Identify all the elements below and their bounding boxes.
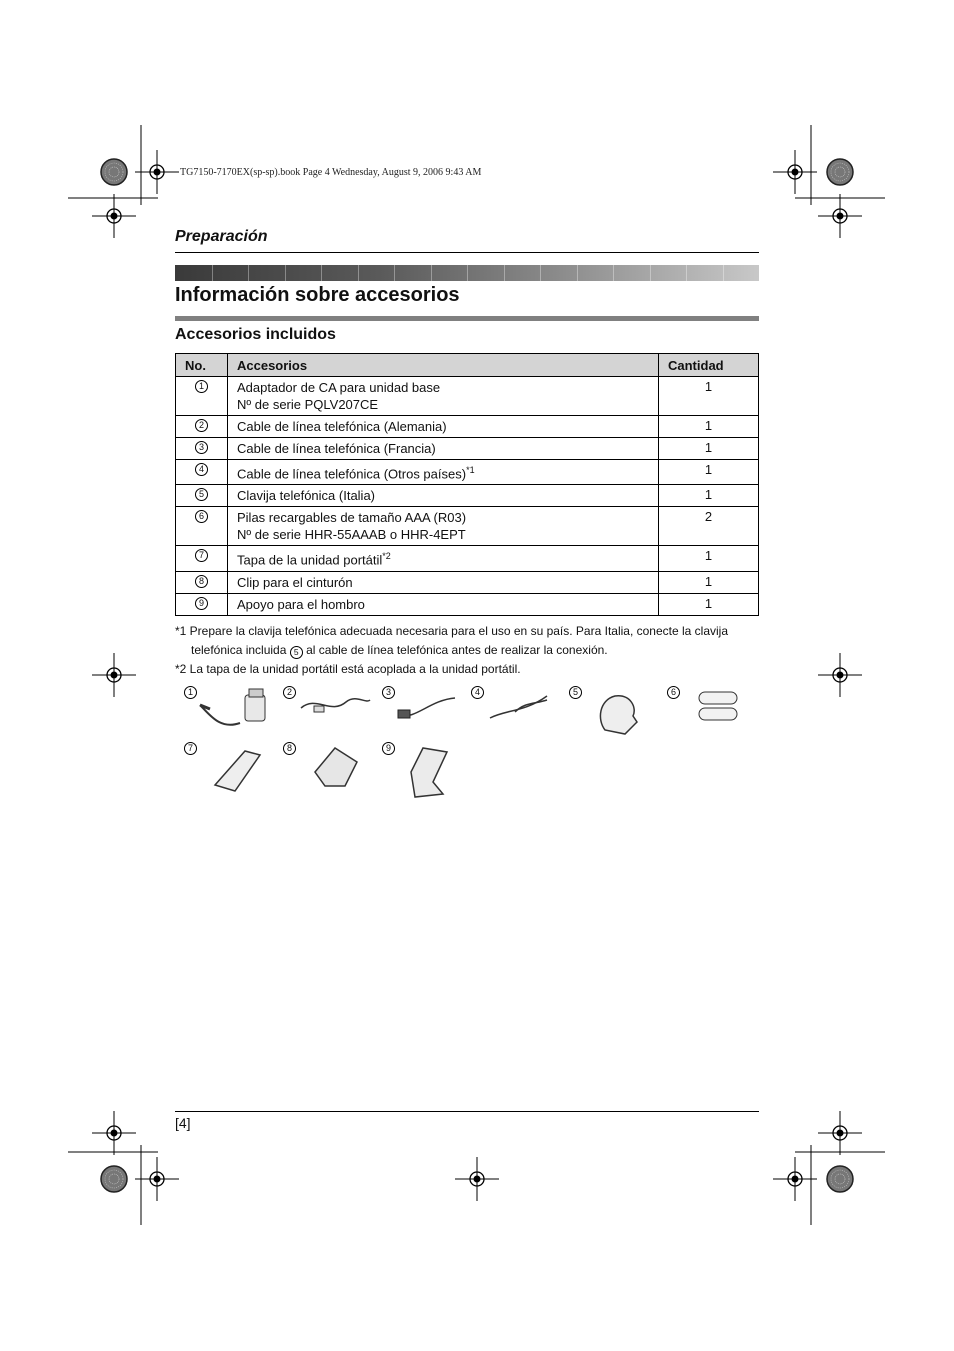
accessory-cell	[228, 377, 659, 416]
accessory-serial: Nº de serie PQLV207CE	[237, 397, 379, 412]
row-number-cell	[176, 546, 228, 571]
table-row	[176, 416, 759, 438]
table-row	[176, 438, 759, 460]
table-row	[176, 571, 759, 593]
circled-number: 9	[195, 597, 208, 610]
circled-number: 8	[195, 575, 208, 588]
quantity-cell: 1	[659, 593, 759, 615]
accessory-cell	[228, 546, 659, 571]
table-row	[176, 593, 759, 615]
section-label: Preparación	[175, 228, 268, 245]
circled-number: 6	[195, 510, 208, 523]
table-body	[176, 377, 759, 616]
illustration-number-8: 8	[283, 742, 296, 755]
footnotes	[175, 622, 765, 679]
header-rule	[175, 252, 759, 253]
accessory-name: Pilas recargables de tamaño AAA (R03)	[237, 510, 467, 526]
illustration-number-4: 4	[471, 686, 484, 699]
accessory-name: Cable de línea telefónica (Otros países)	[237, 466, 467, 482]
table-row	[176, 546, 759, 571]
accessory-cell	[228, 593, 659, 615]
quantity-cell: 1	[659, 460, 759, 485]
accessory-name: Clavija telefónica (Italia)	[237, 488, 376, 504]
accessory-cell	[228, 485, 659, 507]
footnote-2: *2 La tapa de la unidad portátil está acoplada a la unidad portátil.	[175, 662, 521, 676]
quantity-cell: 1	[659, 377, 759, 416]
accessories-table	[175, 353, 759, 616]
file-slug: TG7150-7170EX(sp-sp).book Page 4 Wednesday, August 9, 2006 9:43 AM	[180, 167, 482, 178]
shoulder-rest-illustration	[403, 742, 453, 802]
accessory-name: Tapa de la unidad portátil	[237, 552, 383, 568]
circled-number: 5	[290, 646, 303, 659]
page-title: Información sobre accesorios	[175, 284, 460, 306]
row-number-cell	[176, 593, 228, 615]
batteries-illustration	[695, 690, 745, 725]
row-number-cell	[176, 460, 228, 485]
row-number-cell	[176, 438, 228, 460]
footnote-1-line-1: *1 Prepare la clavija telefónica adecuada necesaria para el uso en su país. Para Italia, conecte la clavija	[175, 624, 729, 638]
accessory-name: Apoyo para el hombro	[237, 596, 365, 612]
quantity-cell: 2	[659, 507, 759, 546]
cable-france-illustration	[395, 690, 465, 725]
footer-rule	[175, 1111, 759, 1112]
row-number-cell	[176, 507, 228, 546]
illustration-number-5: 5	[569, 686, 582, 699]
table-row	[176, 485, 759, 507]
cable-germany-illustration	[296, 690, 376, 720]
circled-number: 7	[195, 549, 208, 562]
footnote-1-line-2	[175, 641, 765, 660]
handset-cover-illustration	[205, 745, 265, 795]
accessory-cell	[228, 416, 659, 438]
sub-title: Accesorios incluidos	[175, 326, 336, 343]
accessory-name: Cable de línea telefónica (Alemania)	[237, 419, 447, 434]
illustration-number-9: 9	[382, 742, 395, 755]
accessory-cell	[228, 507, 659, 546]
circled-number: 4	[195, 463, 208, 476]
belt-clip-illustration	[305, 742, 365, 792]
ac-adapter-illustration	[195, 685, 275, 735]
accessory-name: Adaptador de CA para unidad base	[237, 380, 441, 395]
row-number-cell	[176, 571, 228, 593]
quantity-cell: 1	[659, 416, 759, 438]
plug-italy-illustration	[595, 690, 645, 738]
circled-number: 1	[195, 380, 208, 393]
page-number: [4]	[175, 1115, 191, 1131]
circled-number: 2	[195, 419, 208, 432]
accessory-cell	[228, 571, 659, 593]
footnote-1-text-a: telefónica incluida	[191, 643, 287, 657]
footnote-ref: *1	[466, 465, 475, 475]
table-row	[176, 460, 759, 485]
accessory-serial: Nº de serie HHR-55AAAB o HHR-4EPT	[237, 527, 466, 543]
circled-number: 3	[195, 441, 208, 454]
cable-other-illustration	[485, 690, 555, 725]
col-header-cantidad: Cantidad	[659, 354, 759, 377]
row-number-cell	[176, 416, 228, 438]
illustration-number-6: 6	[667, 686, 680, 699]
quantity-cell: 1	[659, 571, 759, 593]
table-row	[176, 377, 759, 416]
circled-number: 5	[195, 488, 208, 501]
col-header-accesorios: Accesorios	[228, 354, 659, 377]
quantity-cell: 1	[659, 485, 759, 507]
table-row	[176, 507, 759, 546]
footnote-ref: *2	[382, 551, 391, 562]
quantity-cell: 1	[659, 438, 759, 460]
row-number-cell	[176, 377, 228, 416]
accessory-name: Clip para el cinturón	[237, 574, 353, 590]
illustration-number-1: 1	[184, 686, 197, 699]
accessory-cell	[228, 460, 659, 485]
table-header-row	[176, 354, 759, 377]
quantity-cell: 1	[659, 546, 759, 571]
accessory-name: Cable de línea telefónica (Francia)	[237, 441, 436, 456]
accessory-cell	[228, 438, 659, 460]
illustration-number-7: 7	[184, 742, 197, 755]
illustration-number-3: 3	[382, 686, 395, 699]
illustration-number-2: 2	[283, 686, 296, 699]
title-underline	[175, 316, 759, 321]
title-gradient-bar	[175, 265, 759, 281]
col-header-no: No.	[176, 354, 228, 377]
row-number-cell	[176, 485, 228, 507]
footnote-1-text-b: al cable de línea telefónica antes de realizar la conexión.	[306, 643, 608, 657]
